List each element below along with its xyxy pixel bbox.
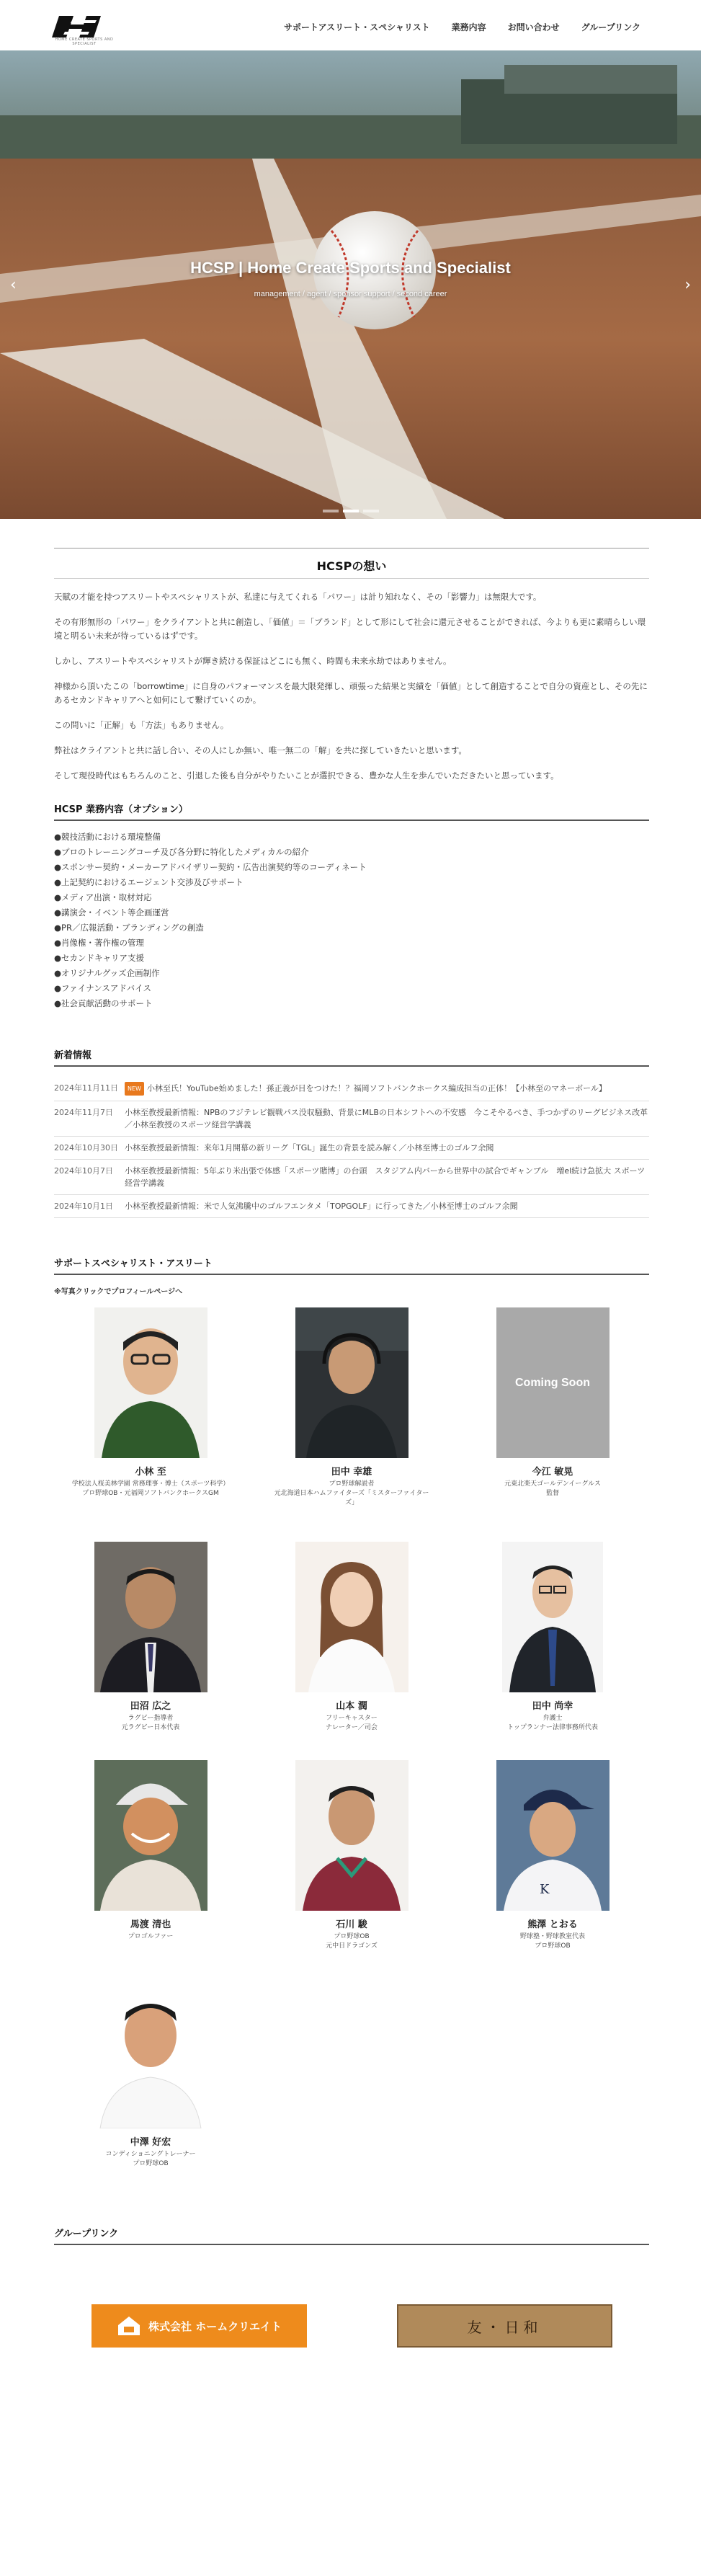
- homecreate-label: 株式会社 ホームクリエイト: [148, 2319, 282, 2333]
- person-name: 田中 幸雄: [331, 1467, 372, 1478]
- svg-text:K: K: [539, 1882, 549, 1897]
- news-link[interactable]: 小林至教授最新情報：米で人気沸騰中のゴルフエンタメ「TOPGOLF」に行ってきた／小林至博士のゴルフ余聞: [125, 1202, 518, 1211]
- paragraph: その有形無形の「パワー」をクライアントと共に創造し、「価値」＝「ブランド」として形にして社会に還元させることができれば、今よりも更に素晴らしい環境と明るい未来が待っているはずです。: [54, 617, 646, 641]
- list-item: ●肖像権・著作権の管理: [54, 938, 145, 948]
- person-role: 学校法人桜美林学園 常務理事・博士（スポーツ科学） プロ野球OB・元福岡ソフトバンクホークスGM: [71, 1480, 230, 1497]
- person-card[interactable]: [473, 1760, 632, 1951]
- person-card[interactable]: [71, 1542, 230, 1733]
- new-badge: NEW: [125, 1082, 144, 1096]
- news-title: 新着情報: [54, 1047, 649, 1067]
- options-title: HCSP 業務内容（オプション）: [54, 801, 649, 821]
- list-item: ●メディア出演・取材対応: [54, 892, 152, 902]
- news-item[interactable]: [54, 1160, 649, 1195]
- tomohiyori-label: 友・日和: [467, 2318, 543, 2336]
- person-role: プロゴルファー: [128, 1933, 174, 1940]
- person-name: 今江 敏晃: [532, 1467, 573, 1478]
- news-item[interactable]: [54, 1137, 649, 1160]
- list-item: ●講演会・イベント等企画運営: [54, 907, 169, 918]
- person-card[interactable]: [272, 1542, 431, 1733]
- person-name: 田中 尚幸: [532, 1701, 573, 1712]
- list-item: ●PR／広報活動・ブランディングの創造: [54, 923, 204, 933]
- person-role: 弁護士 トップランナー法律事務所代表: [507, 1715, 598, 1731]
- slider-dot[interactable]: [323, 510, 339, 512]
- person-name: 熊澤 とおる: [527, 1919, 578, 1930]
- person-card[interactable]: [71, 1760, 230, 1942]
- logo-subtext: HOME CREATE SPORTS AND SPECIALIST: [55, 37, 114, 46]
- list-item: ●ファイナンスアドバイス: [54, 983, 152, 993]
- news-link[interactable]: 小林至教授最新情報：来年1月開幕の新リーグ「TGL」誕生の背景を読み解く／小林至博士のゴルフ余聞: [125, 1143, 494, 1152]
- person-photo[interactable]: [94, 1307, 207, 1458]
- nav-services[interactable]: 業務内容: [451, 22, 486, 32]
- person-photo[interactable]: [295, 1542, 408, 1692]
- paragraph: この問いに「正解」も「方法」もありません。: [54, 720, 229, 730]
- person-photo[interactable]: [295, 1307, 408, 1458]
- news-item[interactable]: [54, 1195, 649, 1218]
- news-link[interactable]: 小林至教授最新情報：5年ぶり米出張で体感「スポーツ賭博」の台頭 スタジアム内バーから世界中の試合でギャンブル 増el続け急拡大 スポーツ経営学講義: [125, 1166, 646, 1188]
- person-photo[interactable]: [94, 1542, 207, 1692]
- people-grid: [54, 1307, 649, 2223]
- list-item: ●競技活動における環境整備: [54, 832, 161, 842]
- person-role: フリーキャスター ナレーター／司会: [326, 1715, 378, 1731]
- news-date: 2024年10月1日: [54, 1202, 113, 1211]
- person-card[interactable]: [71, 1307, 230, 1498]
- person-name: 山本 潤: [336, 1701, 367, 1712]
- person-card[interactable]: [272, 1307, 431, 1508]
- person-role: プロ野球解説者 元北海道日本ハムファイターズ「ミスターファイターズ」: [274, 1480, 429, 1506]
- philosophy-text: [54, 590, 649, 783]
- nav-group-links[interactable]: グループリンク: [581, 22, 640, 32]
- news-date: 2024年10月7日: [54, 1166, 113, 1176]
- main-nav: [284, 21, 640, 33]
- list-item: ●オリジナルグッズ企画制作: [54, 968, 160, 978]
- slider-dot[interactable]: [363, 510, 379, 512]
- homecreate-logo-icon: [117, 2314, 141, 2338]
- list-item: ●セカンドキャリア支援: [54, 953, 145, 963]
- list-item: ●プロのトレーニングコーチ及び各分野に特化したメディカルの紹介: [54, 847, 309, 857]
- person-name: 中澤 好宏: [130, 2137, 171, 2148]
- slider-dots: [0, 510, 701, 512]
- main-content: [54, 548, 649, 2245]
- paragraph: 弊社はクライアントと共に話し合い、その人にしか無い、唯一無二の「解」を共に探していきたいと思います。: [54, 745, 467, 755]
- person-role: ラグビー指導者 元ラグビー日本代表: [121, 1715, 180, 1731]
- news-item[interactable]: [54, 1077, 649, 1101]
- person-role: プロ野球OB 元中日ドラゴンズ: [326, 1933, 378, 1950]
- person-photo[interactable]: [502, 1542, 603, 1692]
- person-name: 小林 至: [135, 1467, 166, 1478]
- slider-next-icon[interactable]: ›: [684, 276, 691, 294]
- news-item[interactable]: [54, 1101, 649, 1137]
- nav-athletes[interactable]: サポートアスリート・スペシャリスト: [283, 22, 430, 32]
- person-card[interactable]: [71, 1978, 230, 2169]
- person-name: 馬渡 清也: [130, 1919, 171, 1930]
- news-date: 2024年11月7日: [54, 1108, 113, 1117]
- paragraph: 天賦の才能を持つアスリートやスペシャリストが、私達に与えてくれる「パワー」は計り知れなく、その「影響力」は無限大です。: [54, 592, 542, 602]
- hero-subtitle: management / agent / sponsor support / second career: [254, 290, 447, 298]
- hero-slider: [0, 50, 701, 519]
- person-card[interactable]: [473, 1307, 632, 1498]
- homecreate-banner[interactable]: [91, 2304, 307, 2348]
- hero-image: [0, 50, 701, 519]
- group-links-title: グループリンク: [54, 2226, 649, 2245]
- paragraph: しかし、アスリートやスペシャリストが輝き続ける保証はどこにも無く、時間も未来永劫ではありません。: [54, 656, 452, 666]
- news-date: 2024年11月11日: [54, 1083, 118, 1093]
- person-card[interactable]: [272, 1760, 431, 1951]
- nav-contact[interactable]: お問い合わせ: [507, 22, 560, 32]
- slider-dot-active[interactable]: [343, 510, 359, 512]
- person-role: 元東北楽天ゴールデンイーグルス 監督: [504, 1480, 601, 1497]
- person-role: コンディショニングトレーナー プロ野球OB: [105, 2151, 196, 2167]
- person-role: 野球塾・野球教室代表 プロ野球OB: [519, 1933, 585, 1950]
- list-item: ●上記契約におけるエージェント交渉及びサポート: [54, 877, 244, 887]
- list-item: ●社会貢献活動のサポート: [54, 998, 153, 1008]
- person-name: 田沼 広之: [130, 1701, 171, 1712]
- person-photo[interactable]: [295, 1760, 408, 1911]
- person-photo[interactable]: [496, 1760, 610, 1911]
- philosophy-title: HCSPの想い: [54, 548, 649, 578]
- tomohiyori-banner[interactable]: [397, 2304, 612, 2348]
- paragraph: 神様から頂いたこの「borrowtime」に自身のパフォーマンスを最大限発揮し、頑張った結果と実績を「価値」として創造することで自分の資産とし、その先にあるセカンドキャリアへと如何にして繋げていくのか。: [54, 681, 648, 705]
- site-header: [0, 0, 701, 50]
- news-link[interactable]: 小林至氏！YouTube始めました！孫正義が目をつけた！？福岡ソフトバンクホークス編成担当の正体！【小林至のマネーボール】: [146, 1083, 607, 1093]
- news-list: [54, 1077, 649, 1218]
- person-name: 石川 駿: [336, 1919, 367, 1930]
- slider-prev-icon[interactable]: ‹: [10, 276, 17, 294]
- people-note: ※写真クリックでプロフィールページへ: [54, 1288, 183, 1296]
- paragraph: そして現役時代はもちろんのこと、引退した後も自分がやりたいことが選択できる、豊かな人生を歩んでいただきたいと思っています。: [54, 770, 559, 781]
- list-item: ●スポンサー契約・メーカーアドバイザリー契約・広告出演契約等のコーディネート: [54, 862, 367, 872]
- people-title: サポートスペシャリスト・アスリート: [54, 1256, 649, 1275]
- news-link[interactable]: 小林至教授最新情報：NPBのフジテレビ観戦パス没収騒動、背景にMLBの日本シフトへの不安感 今こそやるべき、手つかずのリーグビジネス改革／小林至教授のスポーツ経営学講義: [125, 1108, 648, 1129]
- coming-soon-label: Coming Soon: [515, 1376, 590, 1389]
- person-photo[interactable]: [94, 1760, 207, 1911]
- hero-title: HCSP | Home Create Sports and Specialist: [190, 259, 511, 277]
- coming-soon-placeholder[interactable]: [496, 1307, 610, 1458]
- news-date: 2024年10月30日: [54, 1143, 118, 1152]
- person-card[interactable]: [473, 1542, 632, 1733]
- person-photo[interactable]: [94, 1978, 207, 2128]
- options-list: [54, 830, 649, 1011]
